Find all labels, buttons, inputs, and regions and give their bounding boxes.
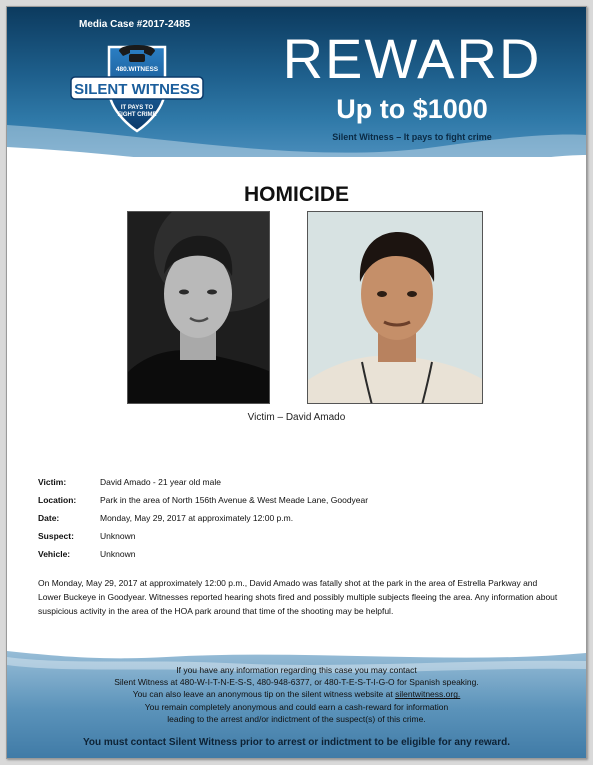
reward-eligibility-warning: You must contact Silent Witness prior to arrest or indictment to be eligible for any reward.: [82, 737, 511, 748]
detail-row-location: [38, 491, 558, 509]
detail-value: Park in the area of North 156th Avenue & West Meade Lane, Goodyear: [100, 495, 369, 505]
case-details: [38, 473, 558, 563]
detail-label: Suspect:: [38, 531, 74, 541]
reward-title: REWARD: [282, 27, 542, 90]
logo-name: SILENT WITNESS: [74, 81, 200, 98]
silent-witness-logo: [67, 33, 207, 141]
detail-value: Unknown: [100, 549, 136, 559]
photo-caption: Victim – David Amado: [247, 412, 346, 423]
detail-row-victim: [38, 473, 558, 491]
victim-photo-2: [307, 211, 483, 404]
footer-line-1: If you have any information regarding this case you may contact: [176, 665, 417, 675]
victim-photo-1: [127, 211, 270, 404]
footer-banner: [7, 647, 586, 759]
detail-label: Location:: [38, 495, 77, 505]
logo-slogan-line-1: IT PAYS TO: [120, 105, 154, 111]
detail-label: Date:: [38, 513, 60, 523]
detail-value: Unknown: [100, 531, 136, 541]
footer-line-3-text: You can also leave an anonymous tip on the silent witness website at: [132, 689, 396, 700]
footer-contact-info: [7, 664, 586, 725]
detail-row-date: [38, 509, 558, 527]
portrait-placeholder-icon: [308, 212, 483, 404]
footer-line-2: Silent Witness at 480-W-I-T-N-E-S-S, 480-948-6377, or 480-T-E-S-T-I-G-O for Spanish speaking.: [114, 677, 479, 688]
detail-value: Monday, May 29, 2017 at approximately 12:00 p.m.: [100, 513, 294, 523]
footer-line-4: You remain completely anonymous and could earn a cash-reward for information: [144, 701, 449, 712]
footer-line-3: [7, 688, 586, 700]
tagline: Silent Witness – It pays to fight crime: [332, 132, 492, 142]
crime-type-heading: HOMICIDE: [244, 183, 349, 206]
detail-label: Vehicle:: [38, 549, 71, 559]
detail-row-vehicle: [38, 545, 558, 563]
case-number: Media Case #2017-2485: [79, 19, 191, 30]
case-narrative: On Monday, May 29, 2017 at approximately 12:00 p.m., David Amado was fatally shot at the park in the area of Estrella Parkway and Lower Buckeye in Goodyear. Witnesses reported hearing shots fired and possibly multiple subjects fleeing the area. Any information about suspicious activity in the area of the HOA park around that time of the shooting may be helpful.: [38, 578, 558, 616]
flyer-page: [6, 6, 587, 759]
logo-phone: 480.WITNESS: [115, 66, 159, 73]
detail-row-suspect: [38, 527, 558, 545]
website-link[interactable]: silentwitness.org.: [395, 689, 461, 700]
detail-label: Victim:: [38, 477, 67, 487]
footer-line-5: leading to the arrest and/or indictment of the suspect(s) of this crime.: [167, 713, 426, 724]
portrait-placeholder-icon: [128, 212, 270, 404]
header-banner: [7, 7, 586, 157]
reward-amount: Up to $1000: [336, 94, 488, 124]
detail-value: David Amado - 21 year old male: [100, 477, 221, 487]
logo-slogan-line-2: FIGHT CRIME: [117, 112, 157, 118]
